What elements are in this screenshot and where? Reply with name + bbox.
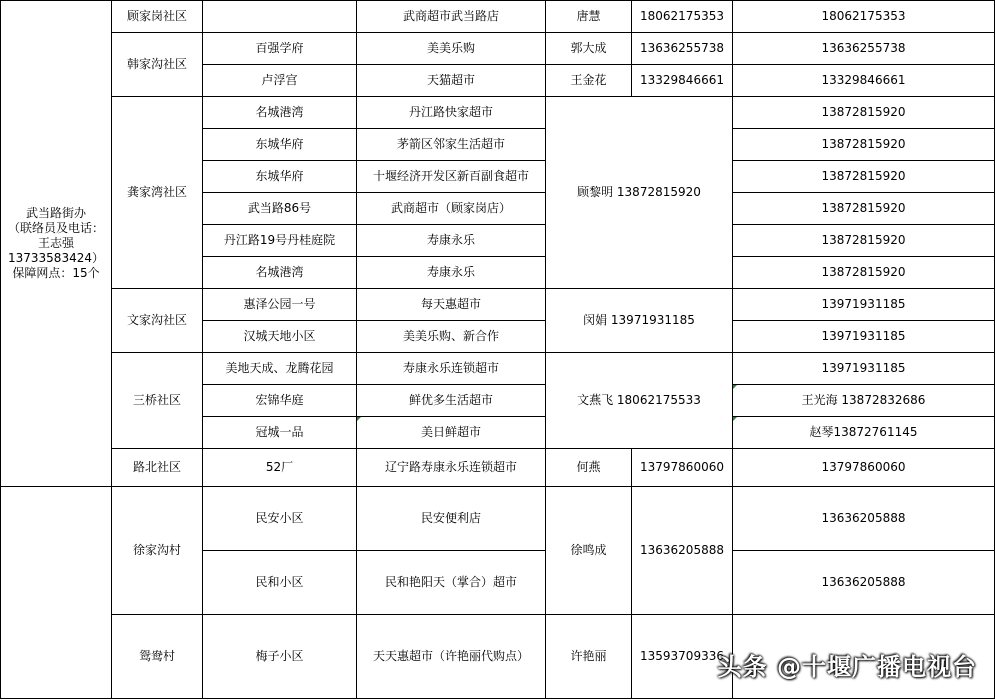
- store-phone-cell: 王光海 13872832686: [733, 385, 995, 417]
- contact-cell: 徐鸣成: [546, 487, 632, 615]
- street-office-cell-2: [1, 487, 112, 699]
- store-phone-cell: 13872815920: [733, 193, 995, 225]
- store-phone-cell: 13872815920: [733, 257, 995, 289]
- community-cell: 龚家湾社区: [112, 97, 203, 289]
- contact-cell: 文燕飞 18062175533: [546, 353, 733, 449]
- community-cell: 三桥社区: [112, 353, 203, 449]
- store-cell: 每天惠超市: [357, 289, 546, 321]
- community-cell: 鸳鸯村: [112, 615, 203, 699]
- store-cell: 民安便利店: [357, 487, 546, 551]
- table-row: [1, 449, 995, 487]
- watermark-logo: 头条 @十堰广播电视台: [717, 653, 977, 681]
- store-cell: 天天惠超市（许艳丽代购点）: [357, 615, 546, 699]
- residence-cell: 卢浮宫: [203, 65, 357, 97]
- residence-cell: 武当路86号: [203, 193, 357, 225]
- store-cell: 丹江路快家超市: [357, 97, 546, 129]
- phone-cell: 13636205888: [632, 487, 733, 615]
- store-cell: 美日鲜超市: [357, 417, 546, 449]
- store-phone-cell: 13329846661: [733, 65, 995, 97]
- store-cell: 鲜优多生活超市: [357, 385, 546, 417]
- contact-cell: 何燕: [546, 449, 632, 487]
- store-phone-cell: 13872815920: [733, 161, 995, 193]
- liaison-label: （联络员及电话：: [7, 221, 104, 235]
- store-cell: 美美乐购: [357, 33, 546, 65]
- store-phone-cell: 13797860060: [733, 449, 995, 487]
- residence-cell: 冠城一品: [203, 417, 357, 449]
- phone-cell: 13797860060: [632, 449, 733, 487]
- store-cell: 武商超市武当路店: [357, 1, 546, 33]
- store-cell: 辽宁路寿康永乐连锁超市: [357, 449, 546, 487]
- store-cell: 武商超市（顾家岗店）: [357, 193, 546, 225]
- store-cell: 茅箭区邻家生活超市: [357, 129, 546, 161]
- street-name: 武当路街办: [25, 206, 86, 220]
- residence-cell: 名城港湾: [203, 257, 357, 289]
- table-row: [1, 487, 995, 551]
- residence-cell: 宏锦华庭: [203, 385, 357, 417]
- residence-cell: [203, 1, 357, 33]
- store-cell: 天猫超市: [357, 65, 546, 97]
- residence-cell: 梅子小区: [203, 615, 357, 699]
- table-row: [1, 97, 995, 129]
- community-cell: 徐家沟村: [112, 487, 203, 615]
- store-phone-cell: 13636205888: [733, 487, 995, 551]
- community-cell: 路北社区: [112, 449, 203, 487]
- store-cell: 十堰经济开发区新百副食超市: [357, 161, 546, 193]
- table-row: [1, 1, 995, 33]
- phone-cell: 13593709336: [632, 615, 733, 699]
- store-cell: 民和艳阳天（掌合）超市: [357, 551, 546, 615]
- community-cell: 顾家岗社区: [112, 1, 203, 33]
- residence-cell: 汉城天地小区: [203, 321, 357, 353]
- contact-cell: 顾黎明 13872815920: [546, 97, 733, 289]
- store-phone-cell: 13872815920: [733, 225, 995, 257]
- community-cell: 文家沟社区: [112, 289, 203, 353]
- contact-cell: 许艳丽: [546, 615, 632, 699]
- residence-cell: 52厂: [203, 449, 357, 487]
- phone-cell: 13329846661: [632, 65, 733, 97]
- store-cell: 寿康永乐连锁超市: [357, 353, 546, 385]
- store-phone-cell: 13971931185: [733, 289, 995, 321]
- contact-cell: 郭大成: [546, 33, 632, 65]
- store-phone-cell: 赵琴13872761145: [733, 417, 995, 449]
- residence-cell: 惠泽公园一号: [203, 289, 357, 321]
- contact-cell: 闵娟 13971931185: [546, 289, 733, 353]
- community-cell: 韩家沟社区: [112, 33, 203, 97]
- store-cell: 美美乐购、新合作: [357, 321, 546, 353]
- residence-cell: 东城华府: [203, 129, 357, 161]
- table-row: [1, 353, 995, 385]
- phone-cell: 13636255738: [632, 33, 733, 65]
- residence-cell: 百强学府: [203, 33, 357, 65]
- store-phone-cell: 13636255738: [733, 33, 995, 65]
- residence-cell: 名城港湾: [203, 97, 357, 129]
- residence-cell: 民和小区: [203, 551, 357, 615]
- liaison-name: 王志强: [37, 236, 74, 250]
- table-row: [1, 33, 995, 65]
- store-phone-cell: 13971931185: [733, 321, 995, 353]
- store-phone-cell: 13872815920: [733, 129, 995, 161]
- contact-cell: 王金花: [546, 65, 632, 97]
- table-row: [1, 289, 995, 321]
- store-cell: 寿康永乐: [357, 257, 546, 289]
- residence-cell: 美地天成、龙腾花园: [203, 353, 357, 385]
- residence-cell: 丹江路19号丹桂庭院: [203, 225, 357, 257]
- phone-cell: 18062175353: [632, 1, 733, 33]
- liaison-phone: 13733583424）: [8, 251, 104, 265]
- residence-cell: 民安小区: [203, 487, 357, 551]
- residence-cell: 东城华府: [203, 161, 357, 193]
- store-phone-cell: 13872815920: [733, 97, 995, 129]
- contact-cell: 唐慧: [546, 1, 632, 33]
- store-cell: 寿康永乐: [357, 225, 546, 257]
- store-phone-cell: 18062175353: [733, 1, 995, 33]
- store-phone-cell: 13636205888: [733, 551, 995, 615]
- store-phone-cell: 13971931185: [733, 353, 995, 385]
- street-office-cell: [1, 1, 112, 487]
- outlet-count: 保障网点：15个: [12, 266, 100, 280]
